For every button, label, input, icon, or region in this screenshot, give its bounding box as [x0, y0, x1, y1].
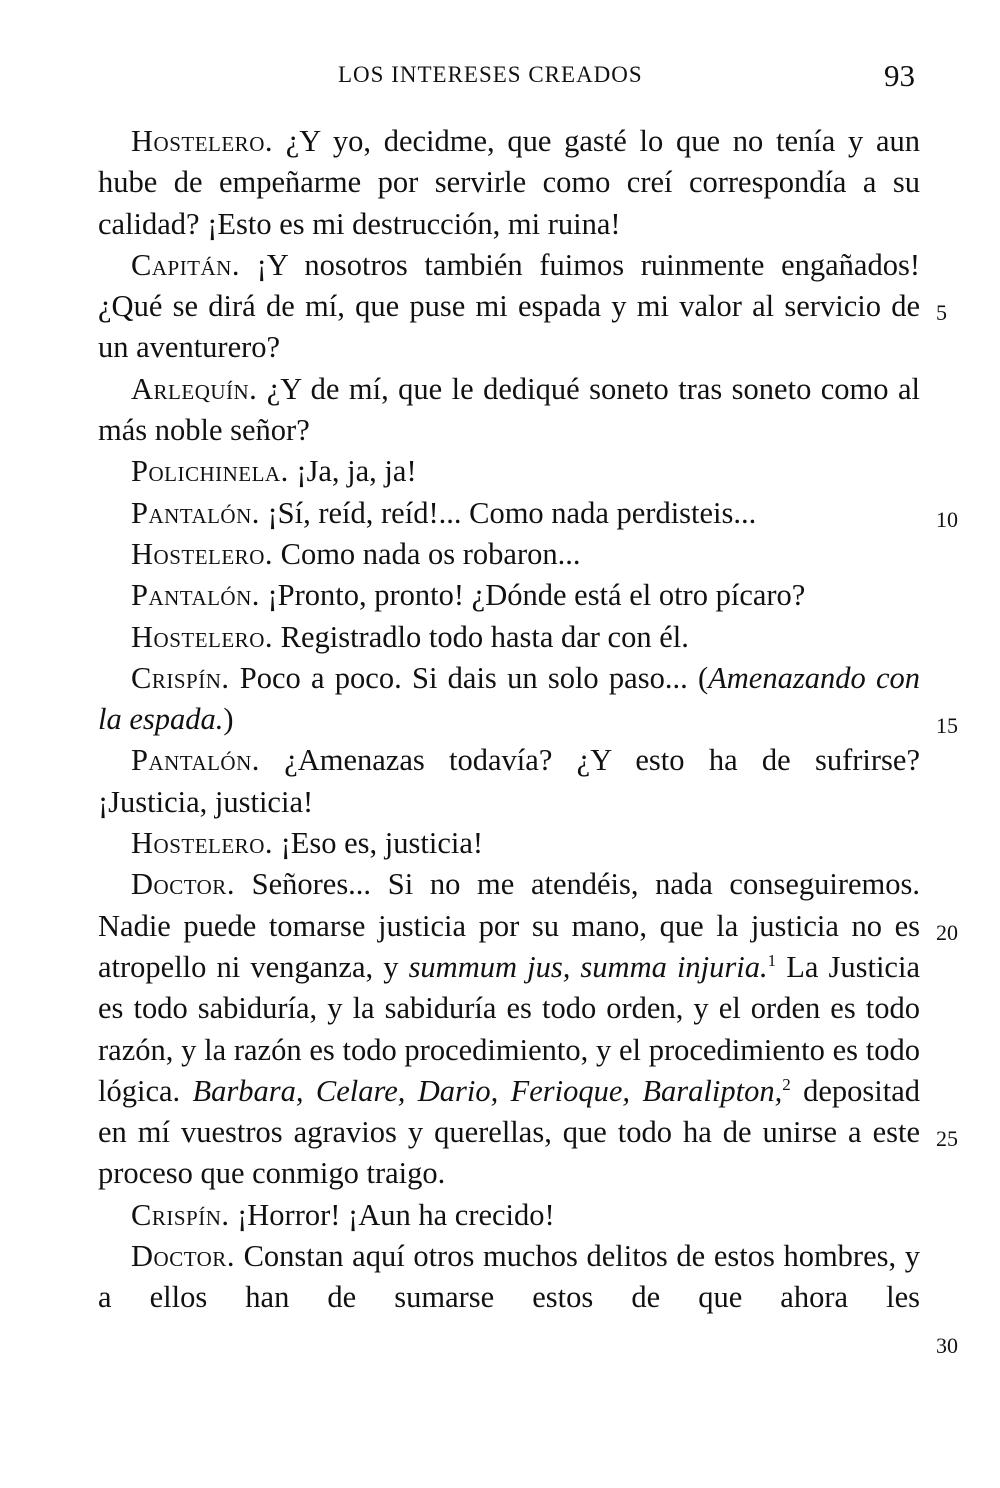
line-number-10: 10 — [936, 507, 958, 532]
speech-crispin-2 — [98, 1195, 920, 1236]
speech-pantalon-1 — [98, 493, 920, 534]
speaker-name: Capitán. — [131, 247, 240, 282]
speech-text: ¡Y nosotros también fuimos ruinmente engañados! ¿Qué se dirá de mí, que puse mi espada y mi valor al servicio de un aventurero? — [98, 247, 920, 365]
speech-text: ¡Sí, reíd, reíd!... Como nada perdisteis... — [259, 495, 757, 530]
speaker-name: Hostelero. — [131, 619, 273, 654]
page-number: 93 — [884, 58, 915, 93]
speaker-name: Doctor. — [131, 867, 235, 902]
line-number-5: 5 — [936, 300, 947, 325]
line-number-30: 30 — [936, 1333, 958, 1358]
speech-text: ¿Amenazas todavía? ¿Y esto ha de sufrirse? ¡Justicia, justicia! — [98, 743, 920, 819]
speaker-name: Doctor. — [131, 1239, 235, 1274]
line-number-25: 25 — [936, 1126, 958, 1151]
text-block — [98, 121, 920, 1319]
speech-hostelero-4 — [98, 823, 920, 864]
speaker-name: Pantalón. — [131, 578, 260, 613]
footnote-ref-1: 1 — [767, 950, 777, 970]
stage-direction: Amenazando con la espada. — [98, 660, 920, 737]
speech-text: ¿Y de mí, que le dediqué soneto tras soneto como al más noble señor? — [98, 371, 920, 448]
speech-text: ¡Pronto, pronto! ¿Dónde está el otro pícaro? — [259, 578, 806, 613]
speaker-name: Hostelero. — [131, 826, 273, 861]
footnote-ref-2: 2 — [782, 1074, 791, 1094]
speech-text-end: depositad en mí vuestros agravios y querellas, que todo ha de unirse a este proceso que conmigo traigo. — [98, 1073, 920, 1191]
speaker-name: Hostelero. — [131, 124, 273, 158]
speaker-name: Pantalón. — [131, 743, 260, 778]
speaker-name: Arlequín. — [131, 371, 258, 406]
line-number-15: 15 — [936, 713, 958, 738]
speech-arlequin — [98, 369, 920, 452]
syllogism-names: Barbara, Celare, Dario, Ferioque, Baralipton, — [192, 1073, 783, 1108]
line-number-20: 20 — [936, 920, 958, 945]
speaker-name: Pantalón. — [131, 495, 260, 530]
speech-capitan — [98, 245, 920, 369]
speaker-name: Hostelero. — [131, 536, 273, 571]
speech-polichinela — [98, 451, 920, 492]
speech-hostelero-2 — [98, 534, 920, 575]
speech-text-end: ) — [223, 702, 234, 737]
speaker-name: Crispín. — [131, 1197, 230, 1232]
speech-text: ¡Ja, ja, ja! — [288, 454, 417, 489]
speech-text: Señores... Si no me atendéis, nada conseguiremos. Nadie puede tomarse justicia por su mano, que la justicia no es atropello ni venganza, y — [98, 867, 920, 984]
latin-phrase: summum jus, summa injuria. — [408, 949, 768, 984]
speech-doctor-1 — [98, 864, 920, 1194]
running-title: LOS INTERESES CREADOS — [338, 62, 643, 87]
speech-pantalon-2 — [98, 575, 920, 616]
speech-crispin-1 — [98, 658, 920, 741]
speaker-name: Polichinela. — [131, 454, 289, 489]
speech-doctor-2 — [98, 1236, 920, 1319]
speech-text: Constan aquí otros muchos delitos de estos hombres, y a ellos han de sumarse estos de que ahora les — [98, 1239, 920, 1315]
speech-hostelero-1 — [98, 121, 920, 245]
speech-text: ¡Eso es, justicia! — [272, 826, 484, 861]
speech-text: ¿Y yo, decidme, que gasté lo que no tenía y aun hube de empeñarme por servirle como creí correspondía a su calidad? ¡Esto es mi destrucción, mi ruina! — [98, 124, 920, 241]
speech-text: ¡Horror! ¡Aun ha crecido! — [229, 1197, 555, 1232]
speech-text-cont: La Justicia es todo sabiduría, y la sabiduría es todo orden, y el orden es todo razón, y la razón es todo procedimiento, y el procedimiento es todo lógica. — [98, 949, 920, 1108]
speech-hostelero-3 — [98, 617, 920, 658]
page-header — [0, 58, 1000, 98]
speech-text: Poco a poco. Si dais un solo paso... ( — [229, 660, 709, 695]
speech-text: Registradlo todo hasta dar con él. — [272, 619, 689, 654]
speaker-name: Crispín. — [131, 660, 230, 695]
speech-pantalon-3 — [98, 740, 920, 823]
speech-text: Como nada os robaron... — [272, 536, 581, 571]
